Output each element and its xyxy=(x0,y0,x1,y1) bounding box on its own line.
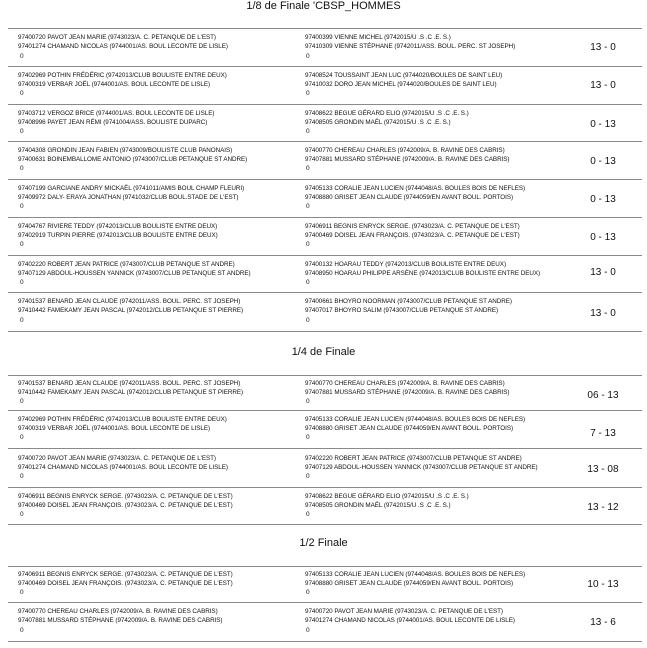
team-right: 97408622 BEGUE GÉRARD ELIO (9742015/U .S .C .E. S.) 97408505 GRONDIN MAËL (9742015/U .S .C .E. S.) xyxy=(305,493,469,509)
match-row xyxy=(8,292,642,332)
team-right: 97402220 ROBERT JEAN PATRICE (9743007/CLUB PETANQUE ST ANDRE) 97407129 ABDOUL-HOUSSEN YANNICK (9743007/CLUB PETANQUE ST ANDRE) xyxy=(305,455,538,471)
team-right-extra: 0 xyxy=(306,589,310,596)
team-left-extra: 0 xyxy=(20,398,24,405)
match-score: 0 - 13 xyxy=(590,119,616,130)
team-right-extra: 0 xyxy=(306,473,310,480)
team-left-extra: 0 xyxy=(20,203,24,210)
team-right-extra: 0 xyxy=(306,128,310,135)
team-left: 97406911 BEGNIS ENRYCK SERGE. (9743023/A. C. PETANQUE DE L'EST) 97400469 DOISEL JEAN FRANÇOIS. (9743023/A. C. PETANQUE DE L'EST) xyxy=(18,571,233,587)
match-score: 13 - 0 xyxy=(590,42,616,53)
team-left: 97400720 PAVOT JEAN MARIE (9743023/A. C. PETANQUE DE L'EST) 97401274 CHAMAND NICOLAS (9744001/AS. BOUL LECONTE DE LISLE) xyxy=(18,455,228,471)
team-right-extra: 0 xyxy=(306,203,310,210)
match-score: 0 - 13 xyxy=(590,156,616,167)
match-score: 13 - 12 xyxy=(587,502,619,513)
match-row xyxy=(8,487,642,525)
team-right-extra: 0 xyxy=(306,434,310,441)
match-row xyxy=(8,375,642,408)
section-title: 1/8 de Finale 'CBSP_HOMMES xyxy=(246,0,401,12)
match-row xyxy=(8,217,642,252)
team-left-extra: 0 xyxy=(20,511,24,518)
match-score: 7 - 13 xyxy=(590,428,616,439)
match-score: 13 - 0 xyxy=(590,308,616,319)
team-left: 97402969 POTHIN FRÉDÉRIC (9742013/CLUB BOULISTE ENTRE DEUX) 97400319 VERBAR JOËL (9744001/AS. BOUL LECONTE DE LISLE) xyxy=(18,72,227,88)
match-row xyxy=(8,566,642,600)
team-left-extra: 0 xyxy=(20,473,24,480)
match-row xyxy=(8,602,642,642)
team-left: 97400770 CHEREAU CHARLES (9742009/A. B. RAVINE DES CABRIS) 97407881 MUSSARD STÉPHANE (9742009/A. B. RAVINE DES CABRIS) xyxy=(18,608,223,624)
match-row xyxy=(8,28,642,65)
team-left-extra: 0 xyxy=(20,128,24,135)
match-row xyxy=(8,255,642,290)
match-row xyxy=(8,104,642,139)
team-left: 97400720 PAVOT JEAN MARIE (9743023/A. C. PETANQUE DE L'EST) 97401274 CHAMAND NICOLAS (9744001/AS. BOUL LECONTE DE LISLE) xyxy=(18,34,228,50)
match-row xyxy=(8,141,642,176)
team-right-extra: 0 xyxy=(306,241,310,248)
team-right-extra: 0 xyxy=(306,90,310,97)
team-right: 97400661 BHOYRO NOORMAN (9743007/CLUB PETANQUE ST ANDRE) 97407017 BHOYRO SALIM (9743007/CLUB PETANQUE ST ANDRE) xyxy=(305,298,512,314)
match-score: 10 - 13 xyxy=(587,579,619,590)
team-left: 97406911 BEGNIS ENRYCK SERGE. (9743023/A. C. PETANQUE DE L'EST) 97400469 DOISEL JEAN FRANÇOIS. (9743023/A. C. PETANQUE DE L'EST) xyxy=(18,493,233,509)
match-score: 13 - 6 xyxy=(590,617,616,628)
team-left-extra: 0 xyxy=(20,627,24,634)
match-score: 06 - 13 xyxy=(587,390,619,401)
match-score: 13 - 08 xyxy=(587,464,619,475)
team-right: 97408622 BEGUE GÉRARD ELIO (9742015/U .S .C .E. S.) 97408505 GRONDIN MAËL (9742015/U .S .C .E. S.) xyxy=(305,110,469,126)
team-left-extra: 0 xyxy=(20,317,24,324)
team-left-extra: 0 xyxy=(20,434,24,441)
match-row xyxy=(8,179,642,214)
team-left: 97401537 BENARD JEAN CLAUDE (9742011/ASS. BOUL. PERC. ST JOSEPH) 97410442 FAMEKAMY JEAN PASCAL (9742012/CLUB PETANQUE ST PIERRE) xyxy=(18,380,244,396)
team-right-extra: 0 xyxy=(306,398,310,405)
team-right: 97400720 PAVOT JEAN MARIE (9743023/A. C. PETANQUE DE L'EST) 97401274 CHAMAND NICOLAS (9744001/AS. BOUL LECONTE DE LISLE) xyxy=(305,608,515,624)
team-left-extra: 0 xyxy=(20,90,24,97)
team-left: 97407199 GARCIANE ANDRY MICKAËL (9741011/AMIS BOUL CHAMP FLEURI) 97409972 DALY- ERAYA JONATHAN (9741032/CLUB BOUL.STADE DE L'EST) xyxy=(18,185,245,201)
section-title: 1/2 Finale xyxy=(299,537,348,549)
team-right-extra: 0 xyxy=(306,511,310,518)
team-right: 97400770 CHEREAU CHARLES (9742009/A. B. RAVINE DES CABRIS) 97407881 MUSSARD STÉPHANE (9742009/A. B. RAVINE DES CABRIS) xyxy=(305,147,510,163)
match-score: 13 - 0 xyxy=(590,267,616,278)
team-left-extra: 0 xyxy=(20,241,24,248)
team-right: 97405133 CORALIE JEAN LUCIEN (9744048/AS. BOULES BOIS DE NEFLES) 97408880 GRISET JEAN CLAUDE (9744059/EN AVANT BOUL. PORTOIS) xyxy=(305,571,526,587)
team-left: 97402220 ROBERT JEAN PATRICE (9743007/CLUB PETANQUE ST ANDRE) 97407129 ABDOUL-HOUSSEN YANNICK (9743007/CLUB PETANQUE ST ANDRE) xyxy=(18,261,251,277)
team-left-extra: 0 xyxy=(20,53,24,60)
team-right-extra: 0 xyxy=(306,279,310,286)
team-left: 97403712 VERGOZ BRICE (9744001/AS. BOUL LECONTE DE LISLE) 97408996 PAYET JEAN RÉMI (9741004/ASS. BOULISTE DUPARC) xyxy=(18,110,215,126)
match-row xyxy=(8,66,642,101)
match-row xyxy=(8,448,642,485)
team-right: 97405133 CORALIE JEAN LUCIEN (9744048/AS. BOULES BOIS DE NEFLES) 97408880 GRISET JEAN CLAUDE (9744059/EN AVANT BOUL. PORTOIS) xyxy=(305,185,526,201)
match-score: 13 - 0 xyxy=(590,80,616,91)
team-right: 97405133 CORALIE JEAN LUCIEN (9744048/AS. BOULES BOIS DE NEFLES) 97408880 GRISET JEAN CLAUDE (9744059/EN AVANT BOUL. PORTOIS) xyxy=(305,416,526,432)
team-right-extra: 0 xyxy=(306,317,310,324)
team-left: 97401537 BENARD JEAN CLAUDE (9742011/ASS. BOUL. PERC. ST JOSEPH) 97410442 FAMEKAMY JEAN PASCAL (9742012/CLUB PETANQUE ST PIERRE) xyxy=(18,298,244,314)
team-right-extra: 0 xyxy=(306,165,310,172)
match-row xyxy=(8,410,642,445)
team-left-extra: 0 xyxy=(20,589,24,596)
match-score: 0 - 13 xyxy=(590,232,616,243)
team-right: 97400399 VIENNE MICHEL (9742015/U .S .C .E. S.) 97410309 VIENNE STÉPHANE (9742011/ASS. BOUL. PERC. ST JOSEPH) xyxy=(305,34,516,50)
match-score: 0 - 13 xyxy=(590,194,616,205)
team-right-extra: 0 xyxy=(306,627,310,634)
team-right: 97400770 CHEREAU CHARLES (9742009/A. B. RAVINE DES CABRIS) 97407881 MUSSARD STÉPHANE (9742009/A. B. RAVINE DES CABRIS) xyxy=(305,380,510,396)
team-right: 97400132 HOARAU TEDDY (9742013/CLUB BOULISTE ENTRE DEUX) 97408950 HOARAU PHILIPPE ARSÈNE (9742013/CLUB BOULISTE ENTRE DEUX) xyxy=(305,261,541,277)
team-left: 97404308 GRONDIN JEAN FABIEN (9743009/BOULISTE CLUB PANONAIS) 97400631 BOINEMBALLOME ANTONIO (9743007/CLUB PETANQUE ST ANDRE) xyxy=(18,147,248,163)
team-right: 97406911 BEGNIS ENRYCK SERGE. (9743023/A. C. PETANQUE DE L'EST) 97400469 DOISEL JEAN FRANÇOIS. (9743023/A. C. PETANQUE DE L'EST) xyxy=(305,223,520,239)
team-left: 97402969 POTHIN FRÉDÉRIC (9742013/CLUB BOULISTE ENTRE DEUX) 97400319 VERBAR JOËL (9744001/AS. BOUL LECONTE DE LISLE) xyxy=(18,416,227,432)
team-right: 97408524 TOUSSAINT JEAN LUC (9744020/BOULES DE SAINT LEU) 97410032 DORO JEAN MICHEL (9744020/BOULES DE SAINT LEU) xyxy=(305,72,503,88)
section-title: 1/4 de Finale xyxy=(291,346,356,358)
team-left-extra: 0 xyxy=(20,279,24,286)
team-left: 97404767 RIVIERE TEDDY (9742013/CLUB BOULISTE ENTRE DEUX) 97402919 TURPIN PIERRE (9742013/CLUB BOULISTE ENTRE DEUX) xyxy=(18,223,218,239)
team-left-extra: 0 xyxy=(20,165,24,172)
team-right-extra: 0 xyxy=(306,53,310,60)
